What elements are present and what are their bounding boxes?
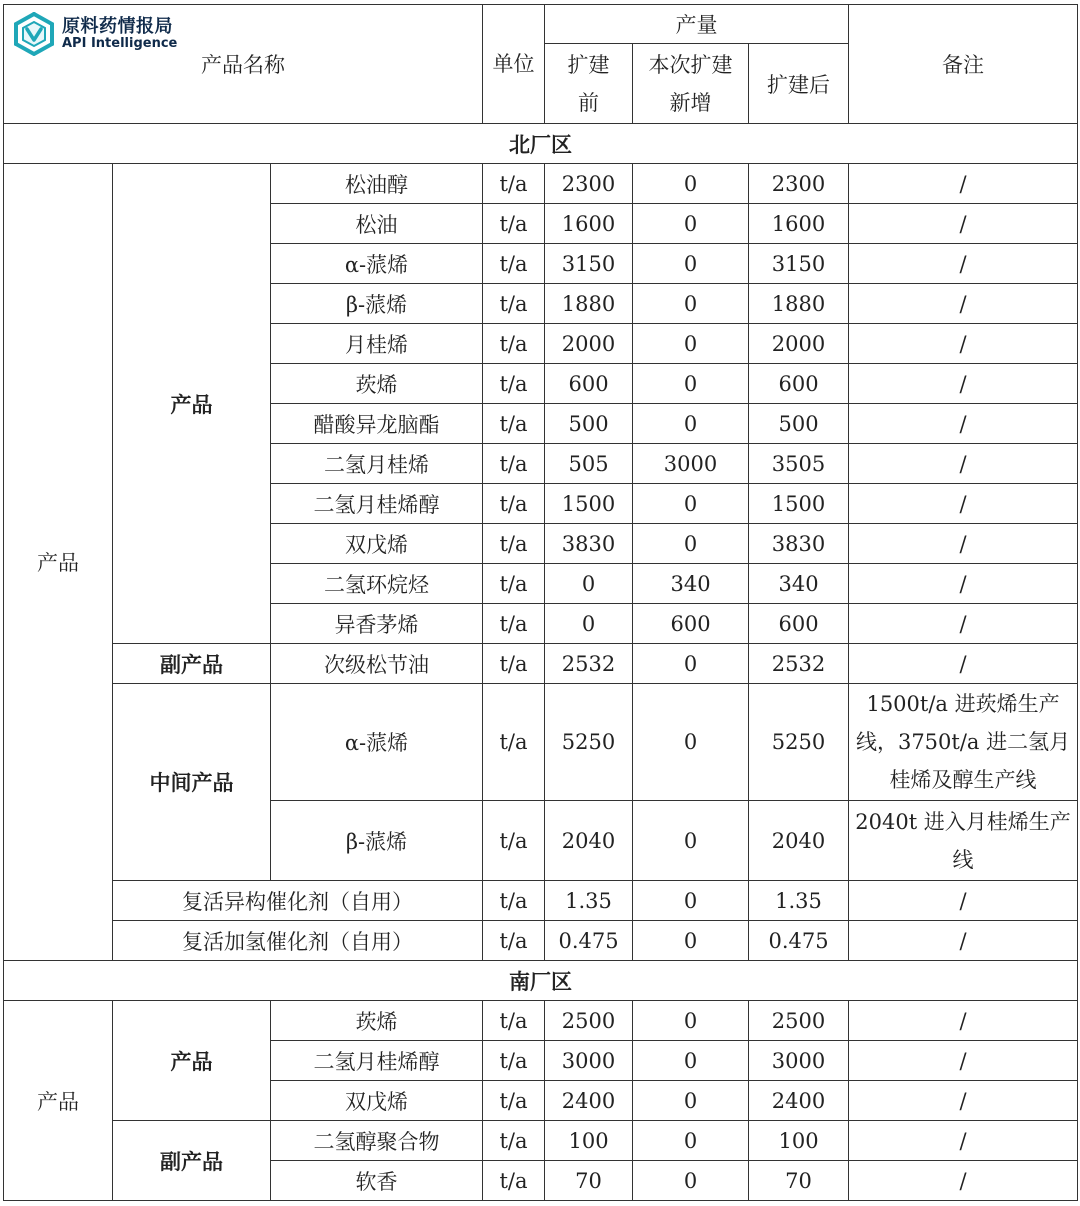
table-row	[4, 164, 1078, 204]
cell-name: 双戊烯	[271, 524, 483, 564]
cell-remark: /	[849, 1161, 1078, 1201]
cell-remark: /	[849, 1001, 1078, 1041]
cell-before: 1.35	[545, 881, 633, 921]
header-output: 产量	[545, 5, 849, 44]
logo	[12, 8, 177, 60]
cell-unit: t/a	[483, 1001, 545, 1041]
cell-after: 1880	[749, 284, 849, 324]
cell-added: 0	[633, 244, 749, 284]
cell-remark: /	[849, 564, 1078, 604]
cell-remark: /	[849, 1081, 1078, 1121]
cell-unit: t/a	[483, 1041, 545, 1081]
cell-name: 月桂烯	[271, 324, 483, 364]
cell-name: 松油	[271, 204, 483, 244]
cell-before: 1600	[545, 204, 633, 244]
cell-unit: t/a	[483, 921, 545, 961]
cell-added: 0	[633, 921, 749, 961]
cell-before: 1500	[545, 484, 633, 524]
cell-added: 0	[633, 524, 749, 564]
cell-name: 二氢醇聚合物	[271, 1121, 483, 1161]
cell-after: 3150	[749, 244, 849, 284]
cell-after: 0.475	[749, 921, 849, 961]
header-product-name: 产品名称	[4, 5, 483, 124]
cell-name: α-蒎烯	[271, 684, 483, 801]
cell-before: 2040	[545, 801, 633, 881]
cell-before: 70	[545, 1161, 633, 1201]
cell-before: 3830	[545, 524, 633, 564]
header-unit: 单位	[483, 5, 545, 124]
cell-added: 0	[633, 364, 749, 404]
cell-remark: /	[849, 444, 1078, 484]
cell-before: 2400	[545, 1081, 633, 1121]
south-category: 产品	[4, 1001, 113, 1201]
cell-unit: t/a	[483, 881, 545, 921]
table-row	[4, 1001, 1078, 1041]
cell-name: 复活加氢催化剂（自用）	[113, 921, 483, 961]
cell-added: 3000	[633, 444, 749, 484]
cell-name: 莰烯	[271, 364, 483, 404]
header-before: 扩建前	[545, 44, 633, 124]
south-group-byproduct: 副产品	[113, 1121, 271, 1201]
cell-name: 醋酸异龙脑酯	[271, 404, 483, 444]
cell-unit: t/a	[483, 364, 545, 404]
north-group-intermediate: 中间产品	[113, 684, 271, 881]
cell-before: 2500	[545, 1001, 633, 1041]
cell-before: 3000	[545, 1041, 633, 1081]
cell-after: 2532	[749, 644, 849, 684]
cell-remark: /	[849, 1041, 1078, 1081]
cell-before: 2000	[545, 324, 633, 364]
cell-before: 0	[545, 564, 633, 604]
cell-name: 次级松节油	[271, 644, 483, 684]
cell-added: 0	[633, 1001, 749, 1041]
north-category: 产品	[4, 164, 113, 961]
cell-unit: t/a	[483, 564, 545, 604]
cell-remark: /	[849, 204, 1078, 244]
south-group-product: 产品	[113, 1001, 271, 1121]
cell-added: 0	[633, 1041, 749, 1081]
cell-before: 500	[545, 404, 633, 444]
cell-name: 双戊烯	[271, 1081, 483, 1121]
cell-remark: /	[849, 164, 1078, 204]
cell-name: 二氢月桂烯	[271, 444, 483, 484]
cell-after: 2300	[749, 164, 849, 204]
cell-name: β-蒎烯	[271, 801, 483, 881]
cell-remark: 2040t 进入月桂烯生产线	[849, 801, 1078, 881]
header-added: 本次扩建新增	[633, 44, 749, 124]
cell-before: 2532	[545, 644, 633, 684]
south-title: 南厂区	[4, 961, 1078, 1001]
cell-after: 600	[749, 604, 849, 644]
table-row	[4, 684, 1078, 801]
cell-added: 0	[633, 801, 749, 881]
cell-added: 600	[633, 604, 749, 644]
cell-remark: /	[849, 284, 1078, 324]
cell-name: 松油醇	[271, 164, 483, 204]
cell-name: 二氢环烷烃	[271, 564, 483, 604]
cell-after: 2000	[749, 324, 849, 364]
cell-after: 1600	[749, 204, 849, 244]
table-row	[4, 881, 1078, 921]
cell-unit: t/a	[483, 1121, 545, 1161]
cell-unit: t/a	[483, 284, 545, 324]
cell-before: 0	[545, 604, 633, 644]
cell-name: 异香茅烯	[271, 604, 483, 644]
cell-name: β-蒎烯	[271, 284, 483, 324]
header-remark: 备注	[849, 5, 1078, 124]
cell-after: 1.35	[749, 881, 849, 921]
cell-unit: t/a	[483, 444, 545, 484]
cell-remark: /	[849, 524, 1078, 564]
api-intelligence-logo-icon	[12, 12, 56, 56]
cell-after: 70	[749, 1161, 849, 1201]
capacity-table	[3, 4, 1078, 1201]
cell-name: 复活异构催化剂（自用）	[113, 881, 483, 921]
cell-remark: /	[849, 404, 1078, 444]
cell-unit: t/a	[483, 164, 545, 204]
cell-added: 0	[633, 484, 749, 524]
cell-added: 0	[633, 404, 749, 444]
cell-unit: t/a	[483, 204, 545, 244]
north-group-product: 产品	[113, 164, 271, 644]
cell-unit: t/a	[483, 1161, 545, 1201]
table-body	[4, 5, 1078, 1201]
cell-unit: t/a	[483, 801, 545, 881]
cell-remark: /	[849, 484, 1078, 524]
cell-remark: /	[849, 604, 1078, 644]
cell-added: 0	[633, 1081, 749, 1121]
cell-added: 0	[633, 204, 749, 244]
cell-unit: t/a	[483, 644, 545, 684]
cell-before: 1880	[545, 284, 633, 324]
cell-after: 5250	[749, 684, 849, 801]
cell-name: α-蒎烯	[271, 244, 483, 284]
cell-unit: t/a	[483, 484, 545, 524]
cell-remark: /	[849, 921, 1078, 961]
south-title-row	[4, 961, 1078, 1001]
cell-unit: t/a	[483, 324, 545, 364]
cell-unit: t/a	[483, 404, 545, 444]
table-row	[4, 921, 1078, 961]
cell-remark: /	[849, 364, 1078, 404]
cell-unit: t/a	[483, 1081, 545, 1121]
cell-added: 340	[633, 564, 749, 604]
logo-text	[62, 17, 177, 51]
cell-before: 505	[545, 444, 633, 484]
cell-before: 600	[545, 364, 633, 404]
table-row	[4, 1121, 1078, 1161]
cell-added: 0	[633, 644, 749, 684]
cell-remark: /	[849, 1121, 1078, 1161]
north-group-byproduct: 副产品	[113, 644, 271, 684]
cell-remark: /	[849, 244, 1078, 284]
logo-name-en: API Intelligence	[62, 35, 178, 51]
cell-after: 3000	[749, 1041, 849, 1081]
cell-remark: /	[849, 881, 1078, 921]
cell-remark: /	[849, 324, 1078, 364]
header-after: 扩建后	[749, 44, 849, 124]
cell-added: 0	[633, 284, 749, 324]
north-title-row	[4, 124, 1078, 164]
cell-after: 2400	[749, 1081, 849, 1121]
cell-unit: t/a	[483, 604, 545, 644]
cell-name: 二氢月桂烯醇	[271, 1041, 483, 1081]
cell-unit: t/a	[483, 524, 545, 564]
logo-name-cn: 原料药情报局	[62, 15, 173, 37]
cell-after: 3830	[749, 524, 849, 564]
cell-added: 0	[633, 324, 749, 364]
cell-name: 莰烯	[271, 1001, 483, 1041]
north-title: 北厂区	[4, 124, 1078, 164]
cell-remark: 1500t/a 进莰烯生产线，3750t/a 进二氢月桂烯及醇生产线	[849, 684, 1078, 801]
cell-before: 2300	[545, 164, 633, 204]
cell-added: 0	[633, 1121, 749, 1161]
cell-name: 软香	[271, 1161, 483, 1201]
cell-added: 0	[633, 1161, 749, 1201]
cell-after: 3505	[749, 444, 849, 484]
cell-before: 100	[545, 1121, 633, 1161]
cell-remark: /	[849, 644, 1078, 684]
cell-after: 2500	[749, 1001, 849, 1041]
cell-added: 0	[633, 164, 749, 204]
cell-before: 0.475	[545, 921, 633, 961]
cell-name: 二氢月桂烯醇	[271, 484, 483, 524]
cell-unit: t/a	[483, 244, 545, 284]
cell-added: 0	[633, 684, 749, 801]
cell-after: 1500	[749, 484, 849, 524]
table-row	[4, 644, 1078, 684]
cell-after: 2040	[749, 801, 849, 881]
cell-after: 340	[749, 564, 849, 604]
cell-before: 3150	[545, 244, 633, 284]
cell-after: 600	[749, 364, 849, 404]
cell-added: 0	[633, 881, 749, 921]
cell-before: 5250	[545, 684, 633, 801]
cell-after: 100	[749, 1121, 849, 1161]
cell-unit: t/a	[483, 684, 545, 801]
cell-after: 500	[749, 404, 849, 444]
